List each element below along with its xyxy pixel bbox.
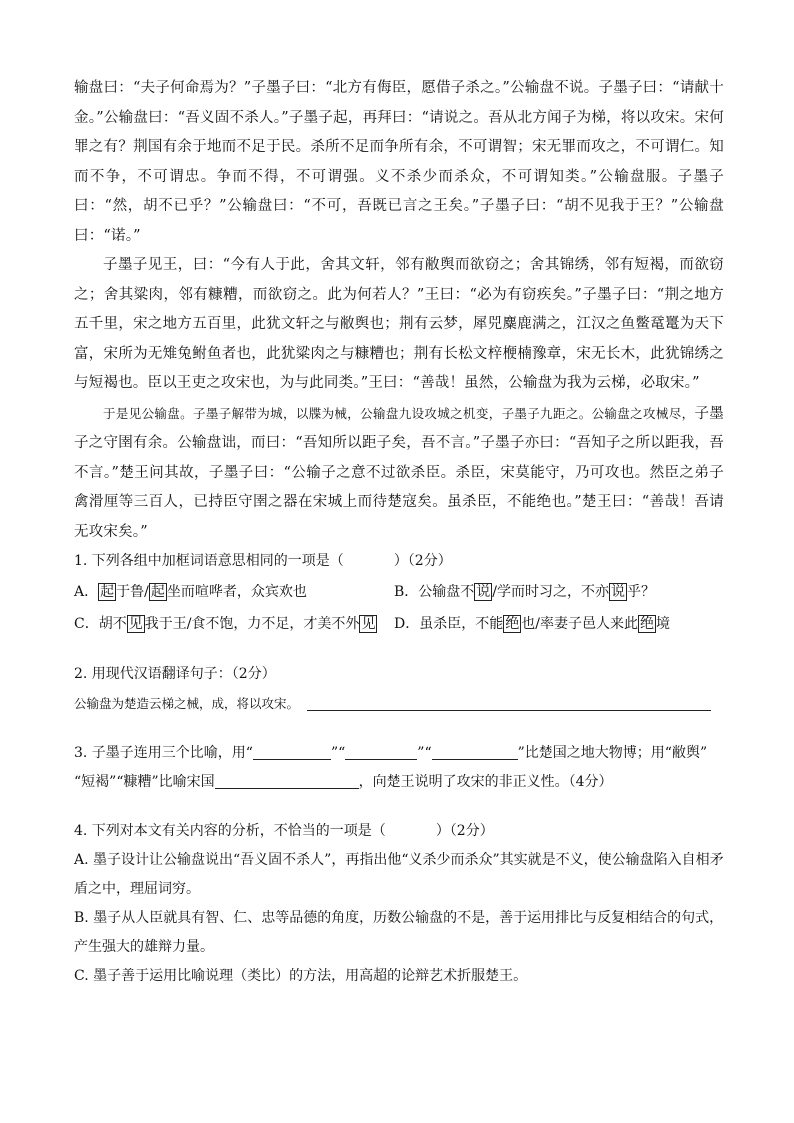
question-4-stem: 4. 下列对本文有关内容的分析，不恰当的一项是（ ）（2分） [74,823,494,839]
question-1-options [74,576,724,640]
answer-blank-1[interactable] [253,745,331,760]
boxed-word: 说 [476,584,491,600]
passage-paragraph-1: 输盘曰：“夫子何命焉为？”子墨子曰：“北方有侮臣，愿借子杀之。”公输盘不说。子墨子曰：“请献十金。”公输盘曰：“吾义固不杀人。”子墨子起，再拜曰：“请说之。吾从北方闻子为梯，将以攻宋。宋何罪之有？荆国有余于地而不足于民。杀所不足而争所有余，不可谓智；宋无罪而攻之，不可谓仁。知而不争，不可谓忠。争而不得，不可谓强。义不杀少而杀众，不可谓知类。”公输盘服。子墨子曰：“然，胡不已乎？”公输盘曰：“不可，吾既已言之王矣。”子墨子曰：“胡不见我于王？”公输盘曰：“诺。” [74,80,724,244]
question-3: 3. 子墨子连用三个比喻，用“ ”“ ”“ ”比楚国之地大物博；用“敝舆” “短褐”“糠糟”比喻宋国 ，向楚王说明了攻宋的非正义性。（4分） [74,745,708,790]
answer-line[interactable] [307,696,711,711]
question-2-sentence: 公输盘为楚造云梯之械，成，将以攻宋。 [74,689,724,719]
passage-paragraph-2: 子墨子见王，曰：“今有人于此，舍其文轩，邻有敝舆而欲窃之；舍其锦绣，邻有短褐，而欲窃之；舍其粱肉，邻有糠糟，而欲窃之。此为何若人？”王曰：“必为有窃疾矣。”子墨子曰：“荆之地方五千里，宋之地方五百里，此犹文轩之与敝舆也；荆有云梦，犀兕麋鹿满之，江汉之鱼鳖鼋鼍为天下富，宋所为无雉兔鲋鱼者也，此犹粱肉之与糠糟也；荆有长松文梓楩楠豫章，宋无长木，此犹锦绣之与短褐也。臣以王吏之攻宋也，为与此同类。”王曰：“善哉！虽然，公输盘为我为云梯，必取宋。” [74,257,724,391]
boxed-word: 起 [150,584,165,600]
option-b[interactable]: B．公输盘不 说 /学而时习之，不亦 说 乎？ [394,584,656,600]
document-page [74,74,731,991]
question-4-option-a[interactable]: A. 墨子设计让公输盘说出“吾义固不杀人”，再指出他“义杀少而杀众”其实就是不义，使公输盘陷入自相矛盾之中，理屈词穷。 [74,852,724,897]
passage-paragraph-3-rest: 子墨子之守圉有余。公输盘诎，而曰：“吾知所以距子矣，吾不言。”子墨子亦曰：“吾知子之所以距我，吾不言。”楚王问其故，子墨子曰：“公输子之意不过欲杀臣。杀臣，宋莫能守，乃可攻也。然臣之弟子禽滑厘等三百人，已持臣守圉之器在宋城上而待楚寇矣。虽杀臣，不能绝也。”楚王曰：“善哉！吾请无攻宋矣。” [74,405,724,540]
boxed-word: 见 [128,616,143,632]
boxed-word: 绝 [639,616,654,632]
question-4-option-c[interactable]: C. 墨子善于运用比喻说理（类比）的方法，用高超的论辩艺术折服楚王。 [74,968,528,984]
passage-paragraph-3-small: 于是见公输盘。子墨子解带为城，以牒为械，公输盘九设攻城之机变，子墨子九距之。公输盘之攻械尽， [103,405,695,421]
boxed-word: 说 [611,584,626,600]
answer-blank-4[interactable] [215,774,359,789]
question-4-option-b[interactable]: B. 墨子从人臣就具有智、仁、忠等品德的角度，历数公输盘的不是，善于运用排比与反复相结合的句式， 产生强大的雄辩力量。 [74,910,731,955]
option-c[interactable]: C．胡不 见 我于王/食不饱，力不足，才美不外 见 [74,616,376,632]
option-a[interactable]: A． 起 于鲁/ 起 坐而喧哗者，众宾欢也 [74,584,307,600]
boxed-word: 起 [100,584,115,600]
answer-blank-2[interactable] [345,745,417,760]
answer-blank-3[interactable] [432,745,518,760]
question-1-stem: 1. 下列各组中加框词语意思相同的一项是（ ）（2分） [74,553,452,569]
question-2-stem: 2. 用现代汉语翻译句子：（2分） [74,666,276,682]
passage-paragraph-3 [74,399,724,548]
boxed-word: 见 [361,616,376,632]
boxed-word: 绝 [505,616,520,632]
option-d[interactable]: D．虽杀臣，不能 绝 也/率妻子邑人来此 绝 境 [394,616,670,632]
